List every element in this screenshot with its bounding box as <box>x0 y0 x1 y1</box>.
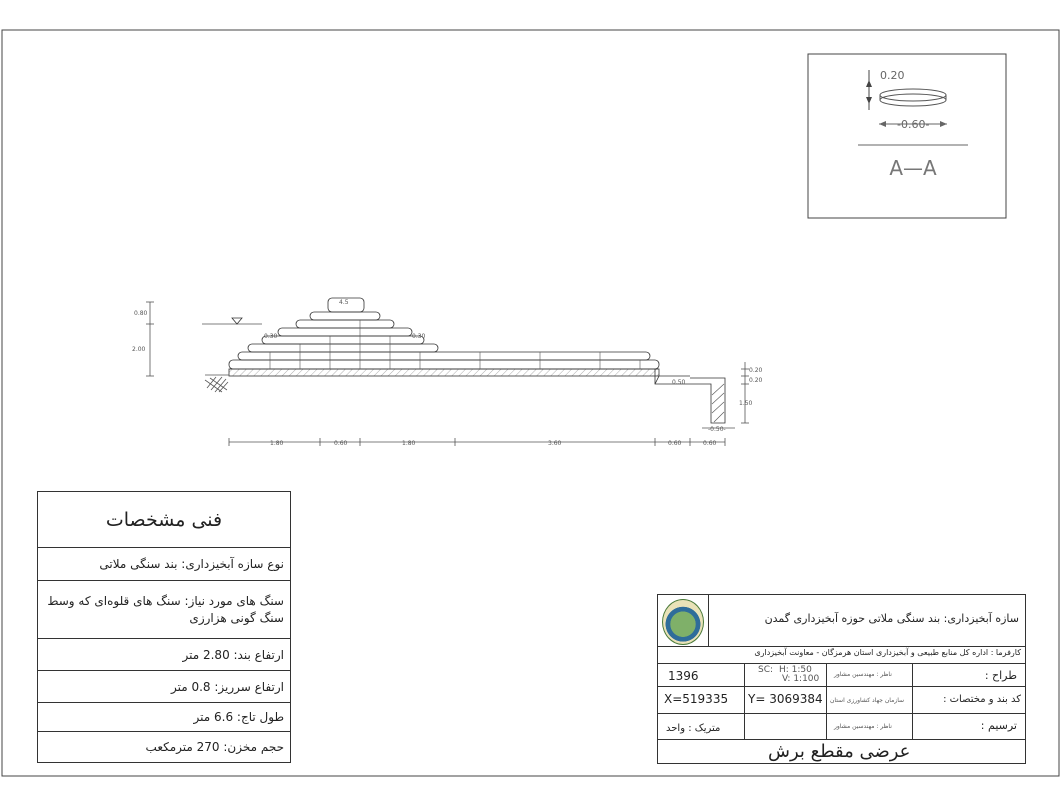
bottom-dim-3: 1.80 <box>402 440 416 447</box>
title-block <box>657 594 1026 764</box>
organization-logo <box>662 599 704 645</box>
scale-vertical: V: 1:100 <box>782 674 820 684</box>
title-block-title: سازه آبخیزداری: بند سنگی ملاتی حوزه آبخیزداری گمدن <box>764 612 1019 625</box>
spec-row-volume: حجم مخزن: 270 مترمکعب <box>145 740 284 754</box>
small-label-3: ناظر : مهندسین مشاور <box>834 723 892 730</box>
step-left-label: 0.30 <box>264 333 278 340</box>
bottom-dim-4: 3.60 <box>548 440 562 447</box>
specifications-table <box>37 491 291 763</box>
year-value: 1396 <box>668 669 699 683</box>
scale-horizontal: H: 1:50 <box>779 665 812 675</box>
right-dim-2: 0.20 <box>749 377 763 384</box>
tail-label: -0.50- <box>708 426 726 433</box>
apron-outline <box>655 369 725 423</box>
designer-label: طراح : <box>984 669 1017 682</box>
right-dim-1: 0.20 <box>749 367 763 374</box>
right-dim-3: 1.50 <box>739 400 753 407</box>
x-coordinate: X=519335 <box>664 692 729 706</box>
spec-row-type: نوع سازه آبخیزداری: بند سنگی ملاتی <box>38 548 290 581</box>
title-block-employer: کارفرما : اداره کل منابع طبیعی و آبخیزداری استان هرمزگان - معاونت آبخیزداری <box>754 648 1021 657</box>
drawing-footer-title: عرضی مقطع برش <box>768 741 911 762</box>
apron-label: 0.50 <box>672 379 686 386</box>
spec-row-crest: طول تاج: 6.6 متر <box>38 703 290 732</box>
left-dim-bottom: 2.00 <box>132 346 146 353</box>
bottom-dim-5: 0.60 <box>668 440 682 447</box>
gabion-profile <box>146 298 749 446</box>
spec-row-spillway: ارتفاع سرریز: 0.8 متر <box>38 671 290 703</box>
crest-label: 4.5 <box>339 299 349 306</box>
left-dim-top: 0.80 <box>134 310 148 317</box>
section-ellipse <box>880 94 946 106</box>
bottom-dim-6: 0.60 <box>703 440 717 447</box>
section-width-label: -0.60- <box>897 118 930 131</box>
spec-row-height: ارتفاع بند: 2.80 متر <box>38 639 290 671</box>
ground-hatch <box>205 375 229 392</box>
base-slab <box>229 369 659 376</box>
section-title: A—A <box>889 156 937 180</box>
drawer-label: ترسیم : <box>980 719 1017 732</box>
scale-prefix: SC: <box>758 665 774 675</box>
water-level-marker <box>232 318 242 324</box>
spec-row-stones: سنگ های مورد نیاز: سنگ های قلوه‌ای که وسط سنگ گونی هزارزی <box>38 581 290 639</box>
section-aa-box <box>808 54 1006 218</box>
step-right-label: 0.30 <box>412 333 426 340</box>
bottom-dim-1: 1.80 <box>270 440 284 447</box>
small-label-2: سازمان جهاد کشاورزی استان <box>830 697 905 704</box>
small-label-1: ناظر : مهندسین مشاور <box>834 671 892 678</box>
coords-label: کد بند و مختصات : <box>943 694 1021 705</box>
unit-label: متریک : واحد <box>666 723 721 734</box>
y-coordinate: Y= 3069384 <box>748 692 823 706</box>
section-thickness-label: 0.20 <box>880 69 905 82</box>
bottom-dim-2: 0.60 <box>334 440 348 447</box>
spec-title: فنی مشخصات <box>38 492 290 548</box>
